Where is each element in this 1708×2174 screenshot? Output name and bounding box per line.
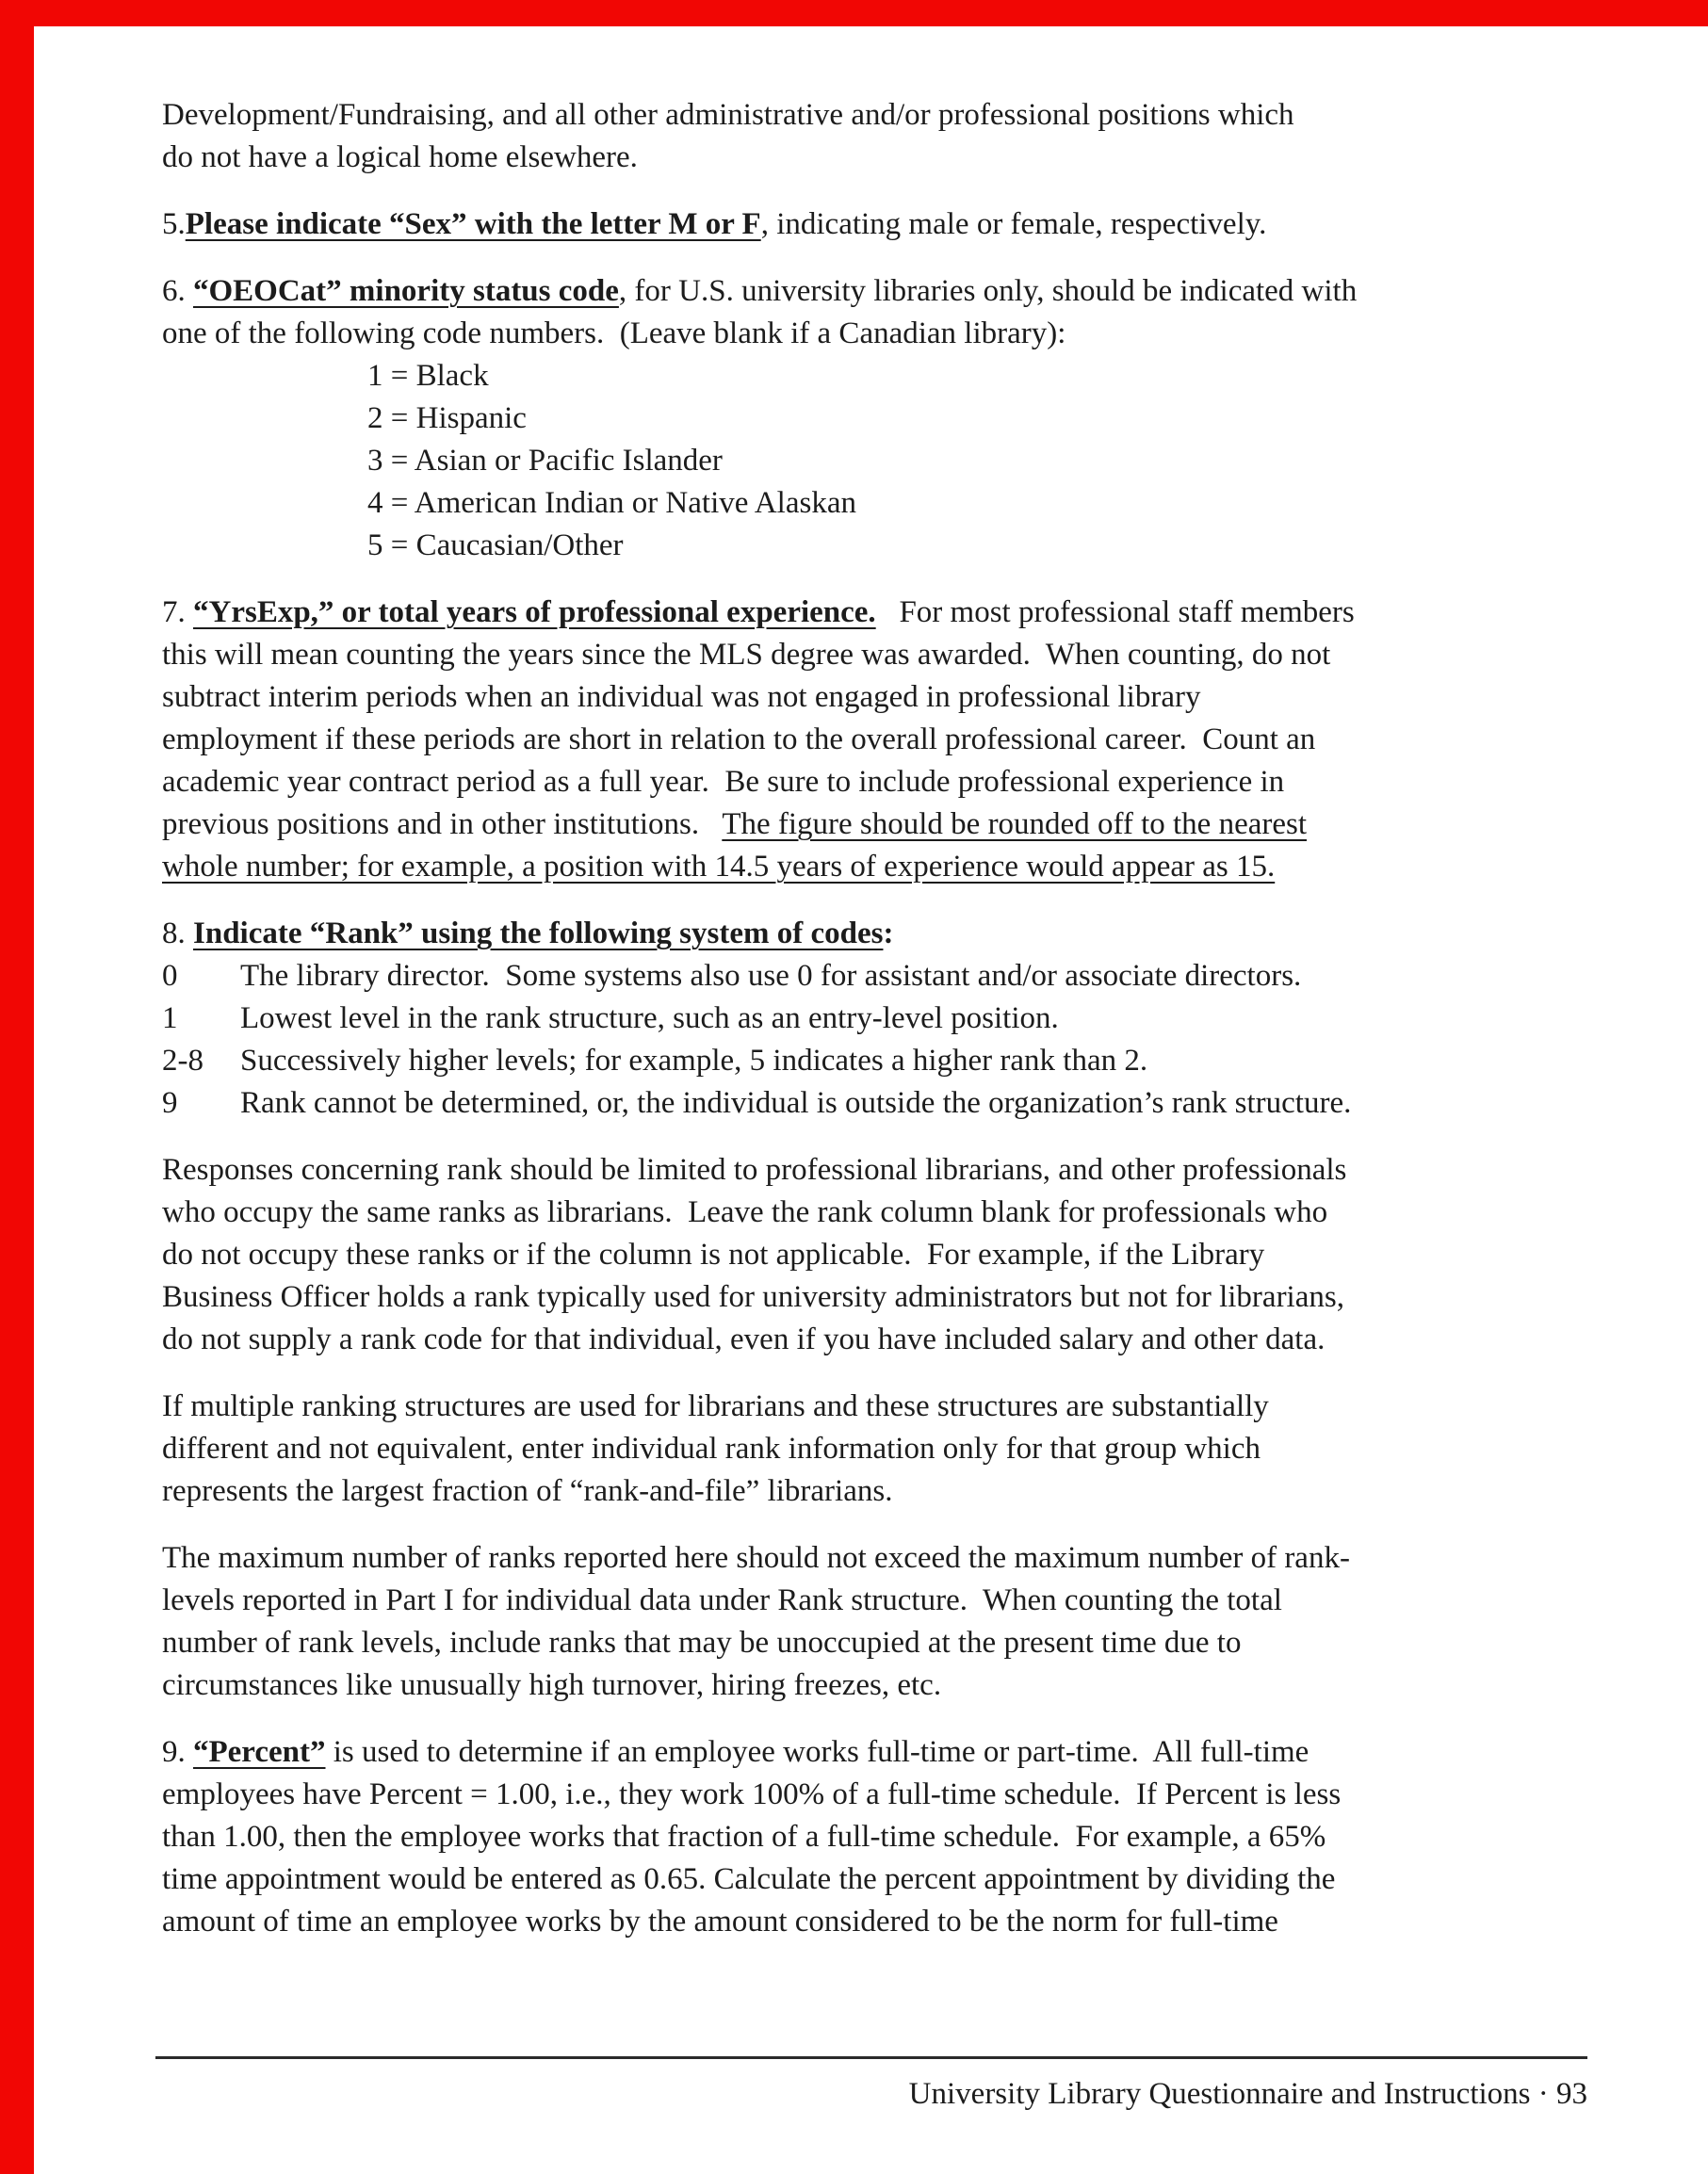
text-line bbox=[162, 1319, 1632, 1361]
page-edge-red-bar-top bbox=[0, 0, 1708, 26]
text-run: circumstances like unusually high turnover, hiring freezes, etc. bbox=[162, 1668, 942, 1702]
text-line bbox=[162, 1082, 1632, 1125]
text-line bbox=[162, 1901, 1632, 1943]
text-run: whole number; for example, a position with 14.5 years of experience would appear as 15. bbox=[162, 850, 1276, 884]
page-edge-red-bar-left bbox=[0, 0, 34, 2174]
text-line bbox=[162, 440, 1632, 482]
paragraph-rank-responses bbox=[162, 1149, 1632, 1361]
text-run: 6. bbox=[162, 274, 193, 308]
text-line bbox=[162, 1276, 1632, 1319]
text-line bbox=[162, 676, 1632, 719]
text-run: , for U.S. university libraries only, should be indicated with bbox=[618, 274, 1358, 308]
text-line bbox=[162, 1470, 1632, 1513]
text-line bbox=[162, 1774, 1632, 1816]
text-run: 5. bbox=[162, 207, 186, 241]
text-line bbox=[162, 313, 1632, 355]
paragraph-intro bbox=[162, 94, 1632, 179]
section-6-oeocat bbox=[162, 270, 1632, 567]
text-run: 5 = Caucasian/Other bbox=[367, 528, 624, 562]
text-line bbox=[162, 1664, 1632, 1707]
text-run: one of the following code numbers. (Leave blank if a Canadian library): bbox=[162, 316, 1066, 350]
text-run: academic year contract period as a full year. Be sure to include professional experience in bbox=[162, 765, 1285, 799]
text-run: : bbox=[883, 917, 894, 950]
text-line bbox=[162, 1816, 1632, 1858]
text-run: than 1.00, then the employee works that fraction of a full-time schedule. For example, a 65% bbox=[162, 1820, 1326, 1854]
text-line bbox=[162, 1386, 1632, 1428]
text-run: The maximum number of ranks reported here should not exceed the maximum number of rank- bbox=[162, 1541, 1350, 1575]
text-run: The library director. Some systems also use 0 for assistant and/or associate directors. bbox=[240, 959, 1302, 993]
text-run: Indicate “Rank” using the following system of codes bbox=[193, 917, 884, 950]
page-footer bbox=[155, 2056, 1587, 2115]
text-line bbox=[162, 761, 1632, 803]
text-run: 8. bbox=[162, 917, 193, 950]
text-line bbox=[162, 592, 1632, 634]
text-run: Business Officer holds a rank typically used for university administrators but not for librarians, bbox=[162, 1280, 1344, 1314]
text-run: do not occupy these ranks or if the column is not applicable. For example, if the Library bbox=[162, 1238, 1265, 1272]
text-line bbox=[162, 1580, 1632, 1622]
text-line bbox=[162, 634, 1632, 676]
text-line bbox=[162, 803, 1632, 846]
text-line bbox=[162, 94, 1632, 137]
text-run: amount of time an employee works by the amount considered to be the norm for full-time bbox=[162, 1905, 1278, 1939]
text-run: represents the largest fraction of “rank-and-file” librarians. bbox=[162, 1474, 893, 1508]
text-run: employees have Percent = 1.00, i.e., they work 100% of a full-time schedule. If Percent is less bbox=[162, 1777, 1342, 1811]
text-run: Development/Fundraising, and all other administrative and/or professional positions which bbox=[162, 98, 1294, 132]
text-run: The figure should be rounded off to the nearest bbox=[722, 807, 1308, 841]
text-line bbox=[162, 1234, 1632, 1276]
text-run: is used to determine if an employee works full-time or part-time. All full-time bbox=[325, 1735, 1309, 1769]
text-line bbox=[162, 998, 1632, 1040]
section-5-sex bbox=[162, 203, 1632, 246]
text-run: who occupy the same ranks as librarians. Leave the rank column blank for professionals who bbox=[162, 1195, 1328, 1229]
text-line bbox=[162, 913, 1632, 955]
text-run: 1 = Black bbox=[367, 359, 489, 393]
text-run: Please indicate “Sex” with the letter M or F bbox=[185, 207, 761, 241]
text-run: number of rank levels, include ranks that may be unoccupied at the present time due to bbox=[162, 1626, 1242, 1660]
text-run: do not have a logical home elsewhere. bbox=[162, 140, 638, 174]
text-line bbox=[162, 1537, 1632, 1580]
text-line bbox=[162, 270, 1632, 313]
section-9-percent bbox=[162, 1731, 1632, 1943]
text-run: 2-8 bbox=[162, 1044, 203, 1078]
text-run: Lowest level in the rank structure, such as an entry-level position. bbox=[240, 1001, 1059, 1035]
text-line bbox=[162, 525, 1632, 567]
text-line bbox=[162, 719, 1632, 761]
text-run: 9. bbox=[162, 1735, 193, 1769]
text-run: For most professional staff members bbox=[875, 595, 1355, 629]
footer-text: University Library Questionnaire and Instructions · 93 bbox=[908, 2077, 1587, 2111]
text-line bbox=[162, 1040, 1632, 1082]
text-run: 9 bbox=[162, 1086, 178, 1120]
text-run: Responses concerning rank should be limited to professional librarians, and other professionals bbox=[162, 1153, 1347, 1187]
text-run: , indicating male or female, respectively. bbox=[760, 207, 1267, 241]
text-run: If multiple ranking structures are used for librarians and these structures are substantially bbox=[162, 1389, 1269, 1423]
text-run: “Percent” bbox=[193, 1735, 326, 1769]
paragraph-multiple-ranking bbox=[162, 1386, 1632, 1513]
document-body bbox=[162, 94, 1632, 1968]
section-8-rank bbox=[162, 913, 1632, 1125]
text-line bbox=[162, 397, 1632, 440]
text-line bbox=[162, 1192, 1632, 1234]
text-run: 3 = Asian or Pacific Islander bbox=[367, 444, 723, 478]
text-run: levels reported in Part I for individual data under Rank structure. When counting the total bbox=[162, 1583, 1282, 1617]
text-line bbox=[162, 1858, 1632, 1901]
text-run: this will mean counting the years since the MLS degree was awarded. When counting, do not bbox=[162, 638, 1331, 672]
text-run: employment if these periods are short in relation to the overall professional career. Count an bbox=[162, 722, 1316, 756]
text-run: subtract interim periods when an individual was not engaged in professional library bbox=[162, 680, 1201, 714]
text-run: do not supply a rank code for that individual, even if you have included salary and other data. bbox=[162, 1322, 1326, 1356]
text-line bbox=[162, 1731, 1632, 1774]
paragraph-maximum-ranks bbox=[162, 1537, 1632, 1707]
text-run: 7. bbox=[162, 595, 193, 629]
text-line bbox=[162, 137, 1632, 179]
text-run: Rank cannot be determined, or, the individual is outside the organization’s rank structure. bbox=[240, 1086, 1352, 1120]
text-run: different and not equivalent, enter individual rank information only for that group which bbox=[162, 1432, 1261, 1466]
text-line bbox=[162, 203, 1632, 246]
text-line bbox=[162, 1428, 1632, 1470]
text-run: “OEOCat” minority status code bbox=[193, 274, 619, 308]
text-line bbox=[162, 846, 1632, 888]
text-run: Successively higher levels; for example, 5 indicates a higher rank than 2. bbox=[240, 1044, 1148, 1078]
text-run: 1 bbox=[162, 1001, 178, 1035]
text-line bbox=[162, 955, 1632, 998]
text-line bbox=[162, 1149, 1632, 1192]
text-run: 0 bbox=[162, 959, 178, 993]
text-line bbox=[162, 355, 1632, 397]
text-run: 4 = American Indian or Native Alaskan bbox=[367, 486, 856, 520]
text-run: time appointment would be entered as 0.65. Calculate the percent appointment by dividing the bbox=[162, 1862, 1336, 1896]
text-line bbox=[162, 1622, 1632, 1664]
footer-rule bbox=[155, 2056, 1587, 2059]
text-line bbox=[162, 482, 1632, 525]
section-7-yrsexp bbox=[162, 592, 1632, 888]
text-run: 2 = Hispanic bbox=[367, 401, 527, 435]
text-run: “YrsExp,” or total years of professional experience. bbox=[193, 595, 876, 629]
text-run: previous positions and in other institutions. bbox=[162, 807, 723, 841]
